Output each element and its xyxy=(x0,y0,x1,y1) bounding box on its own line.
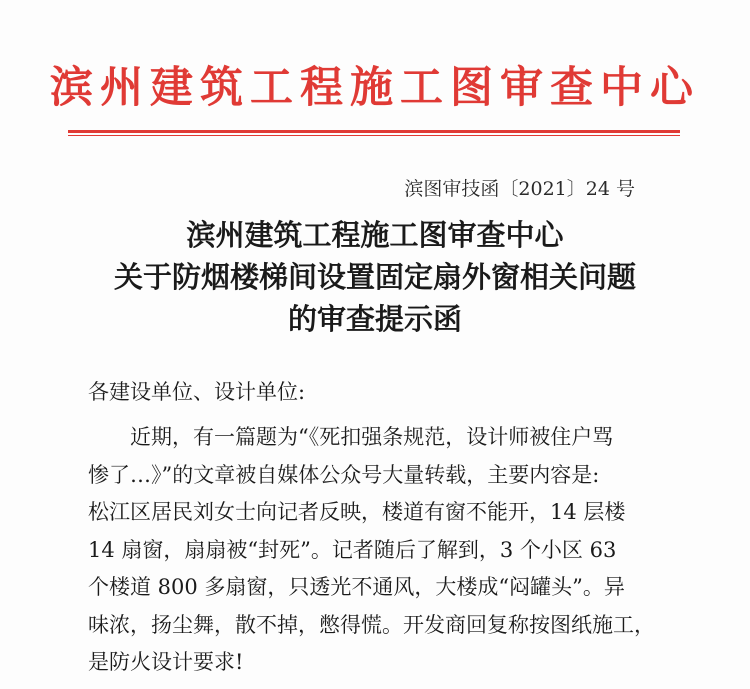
body-line: 是防火设计要求! xyxy=(88,650,244,674)
letterhead-title: 滨州建筑工程施工图审查中心 xyxy=(50,63,700,113)
body-line: 近期，有一篇题为“《死扣强条规范，设计师被住户骂 xyxy=(130,425,614,449)
title-line: 关于防烟楼梯间设置固定扇外窗相关问题 xyxy=(113,260,636,294)
body-line: 味浓，扬尘舞，散不掉，憋得慌。开发商回复称按图纸施工， xyxy=(88,612,655,637)
letterhead-rule-thick xyxy=(68,130,680,133)
salutation: 各建设单位、设计单位: xyxy=(88,380,306,404)
title-line: 的审查提示函 xyxy=(287,302,462,336)
body-line: 松江区居民刘女士向记者反映，楼道有窗不能开，14 层楼 xyxy=(88,500,626,524)
body-line: 个楼道 800 多扇窗，只透光不通风，大楼成“闷罐头”。异 xyxy=(88,575,625,599)
body-line: 惨了…》”的文章被自媒体公众号大量转载，主要内容是: xyxy=(88,462,600,487)
document-number: 滨图审技函〔2021〕24 号 xyxy=(404,178,635,200)
letterhead-rule-thin xyxy=(68,135,680,136)
title-line: 滨州建筑工程施工图审查中心 xyxy=(186,218,564,252)
body-line: 14 扇窗，扇扇被“封死”。记者随后了解到，3 个小区 63 xyxy=(88,537,617,562)
body-text xyxy=(88,419,708,682)
document-title xyxy=(0,214,750,340)
